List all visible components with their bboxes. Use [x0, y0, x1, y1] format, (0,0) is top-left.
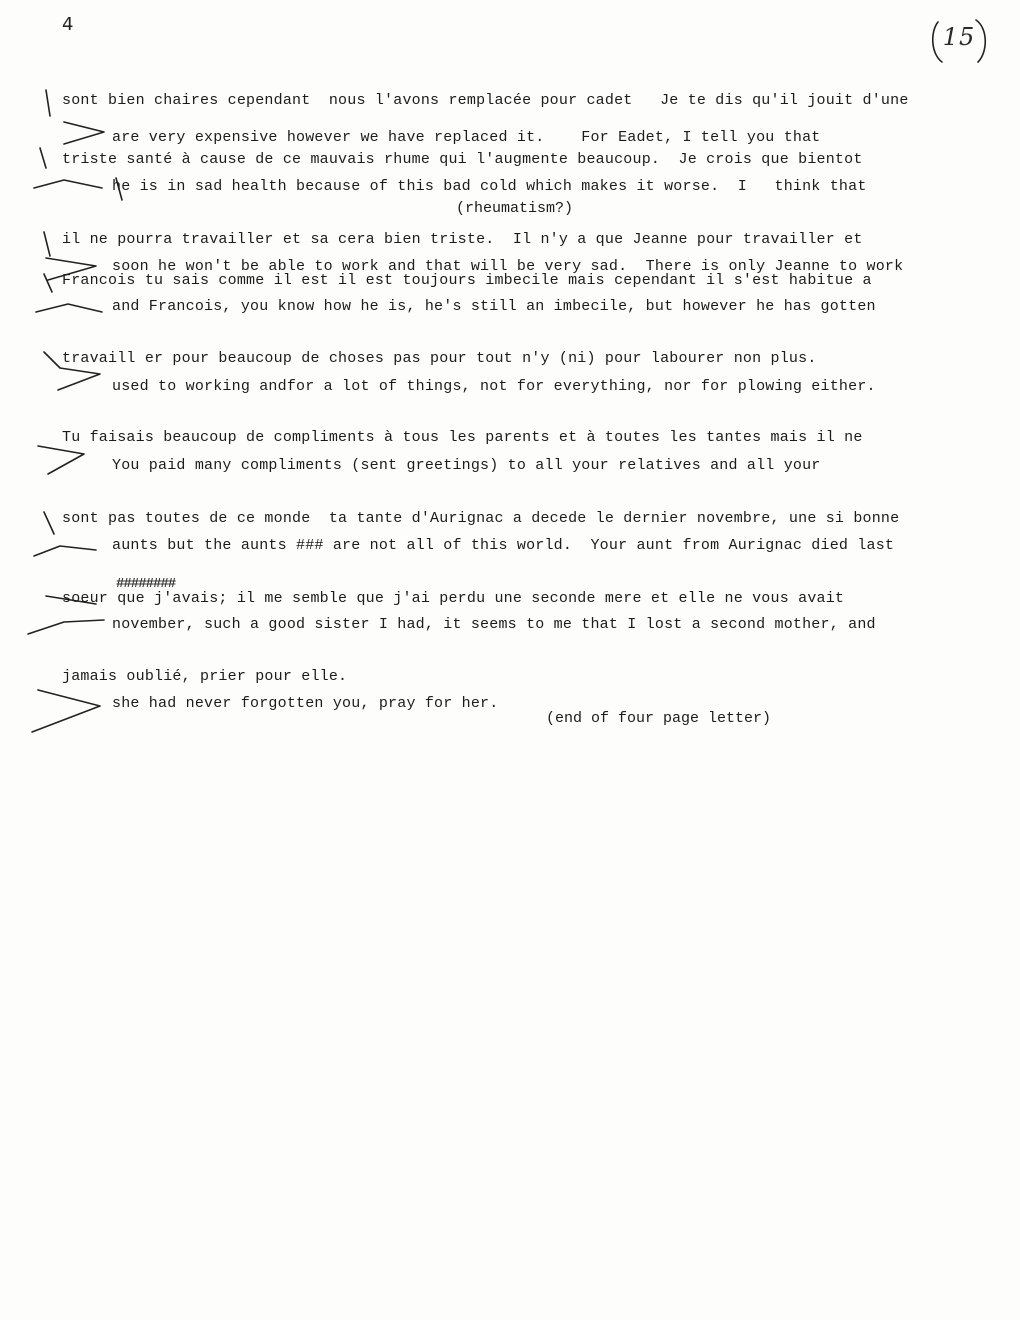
english-line-9: she had never forgotten you, pray for her. — [112, 695, 499, 712]
english-line-3: soon he won't be able to work and that will be very sad. There is only Jeanne to work — [112, 258, 904, 275]
handwritten-number-text: 15 — [942, 23, 976, 51]
page-number: 4 — [62, 14, 74, 35]
english-line-1: are very expensive however we have replaced it. For Eadet, I tell you that — [112, 129, 821, 146]
french-line-8: soeur que j'avais; il me semble que j'ai perdu une seconde mere et elle ne vous avait — [62, 590, 845, 607]
french-line-1: sont bien chaires cependant nous l'avons remplacée pour cadet Je te dis qu'il jouit d'une — [62, 92, 909, 109]
english-line-4: and Francois, you know how he is, he's still an imbecile, but however he has gotten — [112, 298, 876, 315]
french-line-9: jamais oublié, prier pour elle. — [62, 668, 348, 685]
english-line-5: used to working andfor a lot of things, not for everything, nor for plowing either. — [112, 378, 876, 395]
struck-out-word: ######## — [116, 576, 176, 592]
french-line-5: travaill er pour beaucoup de choses pas pour tout n'y (ni) pour labourer non plus. — [62, 350, 817, 367]
french-line-3: il ne pourra travailler et sa cera bien triste. Il n'y a que Jeanne pour travailler et — [62, 231, 863, 248]
end-of-letter-note: (end of four page letter) — [546, 710, 772, 727]
translator-note-rheumatism: (rheumatism?) — [456, 200, 574, 217]
english-line-8: november, such a good sister I had, it seems to me that I lost a second mother, and — [112, 616, 876, 633]
french-line-7: sont pas toutes de ce monde ta tante d'Aurignac a decede le dernier novembre, une si bonne — [62, 510, 900, 527]
margin-check-mark-6 — [38, 446, 84, 474]
margin-check-mark-9 — [32, 690, 100, 732]
english-line-6: You paid many compliments (sent greetings) to all your relatives and all your — [112, 457, 821, 474]
french-line-4: Francois tu sais comme il est il est toujours imbecile mais cependant il s'est habitue a — [62, 272, 872, 289]
english-line-2: he is in sad health because of this bad cold which makes it worse. I think that — [112, 178, 867, 195]
french-line-2: triste santé à cause de ce mauvais rhume qui l'augmente beaucoup. Je crois que bientot — [62, 151, 863, 168]
french-line-6: Tu faisais beaucoup de compliments à tous les parents et à toutes les tantes mais il ne — [62, 429, 863, 446]
english-line-7: aunts but the aunts ### are not all of this world. Your aunt from Aurignac died last — [112, 537, 895, 554]
